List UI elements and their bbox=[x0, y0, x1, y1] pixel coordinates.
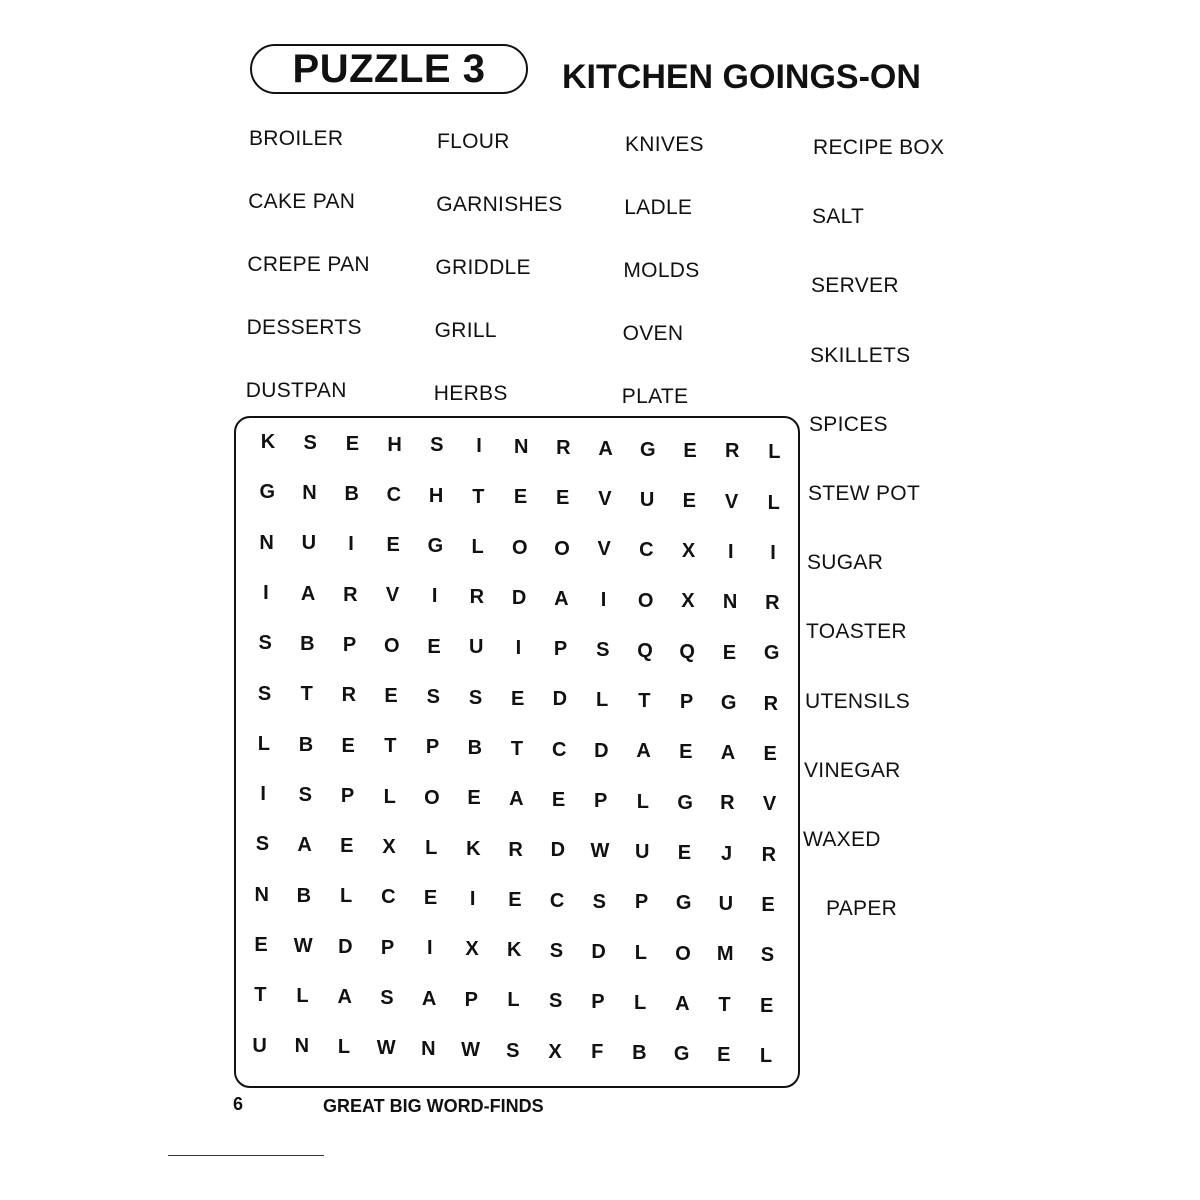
grid-cell: B bbox=[467, 737, 483, 760]
grid-cell: N bbox=[302, 482, 317, 505]
grid-cell: O bbox=[637, 589, 654, 612]
grid-cell: J bbox=[721, 842, 733, 865]
grid-cell: W bbox=[461, 1038, 481, 1061]
grid-cell: Q bbox=[637, 639, 653, 662]
grid-cell: R bbox=[469, 586, 485, 609]
grid-cell: X bbox=[382, 835, 396, 858]
word-list-item: HERBS bbox=[433, 382, 508, 405]
word-list-item: LADLE bbox=[624, 196, 693, 219]
grid-cell: S bbox=[303, 431, 317, 454]
grid-cell: U bbox=[634, 841, 650, 864]
word-list-item: VINEGAR bbox=[804, 758, 901, 782]
grid-cell: F bbox=[591, 1041, 604, 1064]
grid-cell: E bbox=[677, 841, 692, 864]
grid-cell: L bbox=[768, 441, 781, 464]
grid-cell: I bbox=[348, 533, 354, 556]
grid-cell: C bbox=[549, 889, 565, 912]
word-list-item: PLATE bbox=[621, 385, 689, 408]
grid-cell: E bbox=[683, 439, 697, 462]
grid-cell: X bbox=[465, 938, 479, 961]
grid-cell: E bbox=[556, 487, 570, 510]
grid-cell: S bbox=[380, 986, 394, 1009]
grid-cell: M bbox=[716, 943, 734, 966]
grid-cell: I bbox=[469, 887, 476, 910]
word-list-item: GRIDDLE bbox=[435, 256, 531, 279]
grid-cell: K bbox=[506, 939, 522, 962]
grid-cell: S bbox=[506, 1039, 520, 1062]
grid-cell: A bbox=[337, 986, 352, 1008]
grid-cell: L bbox=[636, 790, 649, 813]
grid-cell: C bbox=[381, 886, 396, 909]
grid-cell: R bbox=[763, 692, 779, 715]
grid-cell: K bbox=[466, 837, 481, 860]
grid-cell: E bbox=[717, 1043, 731, 1066]
grid-cell: G bbox=[427, 535, 444, 557]
grid-cell: L bbox=[767, 491, 780, 514]
grid-cell: A bbox=[300, 582, 316, 605]
grid-cell: E bbox=[722, 641, 737, 664]
grid-cell: I bbox=[427, 937, 433, 960]
grid-cell: R bbox=[343, 583, 358, 606]
grid-cell: L bbox=[425, 836, 438, 859]
grid-cell: N bbox=[421, 1038, 436, 1060]
grid-cell: U bbox=[639, 488, 655, 511]
grid-cell: R bbox=[765, 592, 780, 615]
grid-cell: O bbox=[675, 942, 691, 965]
grid-cell: N bbox=[722, 591, 738, 614]
grid-cell: S bbox=[430, 434, 444, 457]
grid-cell: B bbox=[300, 633, 315, 656]
grid-cell: L bbox=[296, 985, 309, 1008]
grid-cell: I bbox=[728, 540, 734, 563]
grid-cell: L bbox=[257, 732, 270, 755]
word-list-item: SUGAR bbox=[807, 551, 884, 575]
grid-cell: O bbox=[424, 786, 440, 809]
book-title: GREAT BIG WORD-FINDS bbox=[323, 1096, 544, 1116]
grid-cell: E bbox=[763, 743, 777, 765]
grid-cell: S bbox=[255, 833, 270, 856]
word-list-item: TOASTER bbox=[806, 620, 907, 644]
grid-cell: E bbox=[513, 486, 528, 509]
grid-cell: P bbox=[591, 991, 605, 1014]
grid-cell: E bbox=[341, 734, 355, 757]
grid-cell: V bbox=[762, 793, 777, 816]
grid-cell: R bbox=[724, 440, 740, 463]
word-list-item: SERVER bbox=[811, 274, 899, 298]
grid-cell: S bbox=[596, 639, 610, 661]
grid-cell: L bbox=[595, 689, 609, 712]
grid-cell: P bbox=[594, 789, 608, 812]
grid-cell: E bbox=[467, 787, 481, 810]
grid-cell: D bbox=[511, 587, 527, 609]
grid-cell: E bbox=[384, 685, 398, 708]
grid-cell: E bbox=[682, 489, 696, 512]
word-list-item: OVEN bbox=[622, 322, 684, 345]
bottom-rule bbox=[168, 1155, 324, 1156]
grid-cell: P bbox=[679, 691, 694, 713]
grid-cell: G bbox=[675, 892, 692, 915]
grid-cell: P bbox=[340, 784, 355, 807]
grid-cell: V bbox=[724, 490, 739, 513]
word-list-item: DESSERTS bbox=[246, 316, 362, 339]
grid-cell: T bbox=[472, 485, 485, 508]
grid-cell: R bbox=[761, 843, 777, 866]
grid-cell: U bbox=[718, 893, 734, 916]
grid-cell: I bbox=[476, 435, 482, 458]
word-list-item: SPICES bbox=[809, 412, 888, 436]
grid-cell: S bbox=[258, 632, 272, 655]
word-list-item: GARNISHES bbox=[436, 193, 563, 216]
grid-cell: L bbox=[633, 991, 647, 1014]
word-list-item: SKILLETS bbox=[810, 343, 911, 367]
grid-cell: D bbox=[594, 739, 609, 762]
word-list-item: DUSTPAN bbox=[245, 379, 347, 402]
grid-cell: G bbox=[763, 642, 780, 665]
grid-cell: E bbox=[345, 432, 360, 455]
grid-cell: E bbox=[423, 887, 438, 910]
grid-cell: D bbox=[550, 839, 566, 862]
word-list-item: MOLDS bbox=[623, 259, 700, 282]
grid-cell: C bbox=[386, 483, 402, 506]
grid-cell: N bbox=[259, 531, 274, 554]
grid-cell: E bbox=[551, 789, 566, 812]
grid-cell: U bbox=[468, 636, 484, 659]
grid-cell: L bbox=[634, 941, 647, 964]
word-list-item: KNIVES bbox=[625, 133, 704, 156]
grid-cell: I bbox=[770, 541, 776, 564]
grid-cell: E bbox=[340, 835, 354, 858]
grid-cell: T bbox=[638, 690, 651, 713]
grid-cell: H bbox=[428, 484, 444, 507]
grid-cell: S bbox=[549, 990, 563, 1013]
word-list-item: CREPE PAN bbox=[247, 253, 370, 276]
grid-cell: H bbox=[387, 433, 402, 456]
grid-cell: N bbox=[294, 1035, 310, 1058]
word-list-item: CAKE PAN bbox=[248, 190, 356, 213]
grid-cell: T bbox=[384, 735, 397, 758]
grid-cell: G bbox=[640, 438, 656, 461]
grid-cell: W bbox=[590, 840, 610, 863]
grid-cell: Q bbox=[679, 640, 695, 663]
grid-cell: A bbox=[421, 987, 437, 1010]
grid-cell: S bbox=[298, 783, 312, 806]
grid-cell: N bbox=[513, 436, 529, 459]
grid-cell: D bbox=[552, 688, 568, 711]
grid-cell: S bbox=[257, 682, 272, 705]
grid-cell: V bbox=[597, 538, 611, 561]
grid-cell: S bbox=[760, 944, 775, 967]
grid-cell: E bbox=[254, 934, 268, 956]
grid-cell: D bbox=[338, 935, 353, 958]
grid-cell: T bbox=[300, 683, 313, 706]
word-list-item: SALT bbox=[812, 205, 865, 229]
grid-cell: I bbox=[431, 585, 438, 608]
grid-cell: A bbox=[720, 742, 736, 765]
grid-cell: S bbox=[468, 686, 483, 709]
grid-cell: W bbox=[376, 1037, 396, 1060]
grid-cell: R bbox=[341, 684, 357, 707]
grid-cell: I bbox=[263, 581, 269, 604]
grid-cell: L bbox=[383, 785, 396, 808]
grid-cell: I bbox=[600, 588, 607, 611]
grid-cell: O bbox=[384, 634, 400, 657]
grid-cell: G bbox=[677, 791, 693, 814]
grid-cell: U bbox=[301, 532, 317, 555]
word-list-item: PAPER bbox=[826, 897, 898, 921]
word-list-item: FLOUR bbox=[437, 130, 510, 153]
grid-cell: T bbox=[254, 984, 267, 1007]
grid-cell: O bbox=[512, 536, 528, 559]
grid-cell: A bbox=[636, 740, 651, 763]
grid-cell: P bbox=[380, 936, 395, 959]
grid-cell: V bbox=[385, 584, 400, 607]
grid-cell: G bbox=[673, 1043, 690, 1066]
grid-cell: N bbox=[254, 883, 269, 906]
grid-cell: X bbox=[681, 590, 695, 613]
word-list-item: WAXED bbox=[803, 828, 881, 851]
grid-cell: E bbox=[679, 741, 693, 764]
grid-cell: L bbox=[471, 535, 484, 558]
grid-cell: E bbox=[386, 534, 400, 557]
grid-cell: E bbox=[427, 635, 441, 658]
word-list-item: STEW POT bbox=[808, 482, 921, 505]
grid-cell: P bbox=[634, 891, 649, 914]
puzzle-number-label: PUZZLE 3 bbox=[292, 46, 486, 91]
grid-cell: S bbox=[592, 890, 606, 913]
grid-cell: C bbox=[551, 738, 567, 761]
grid-cell: S bbox=[426, 685, 440, 708]
grid-cell: L bbox=[337, 1036, 351, 1059]
grid-cell: B bbox=[632, 1042, 647, 1065]
word-list-item: UTENSILS bbox=[805, 689, 911, 713]
grid-cell: B bbox=[296, 884, 312, 907]
grid-cell: B bbox=[298, 733, 314, 756]
grid-cell: T bbox=[718, 993, 731, 1016]
grid-cell: W bbox=[293, 934, 313, 957]
grid-cell: E bbox=[761, 893, 775, 916]
page-number: 6 bbox=[233, 1094, 244, 1114]
grid-cell: L bbox=[339, 885, 353, 908]
grid-cell: A bbox=[554, 587, 569, 610]
grid-cell: O bbox=[554, 537, 570, 560]
grid-cell: G bbox=[720, 691, 737, 714]
grid-cell: P bbox=[553, 638, 568, 661]
grid-cell: V bbox=[598, 488, 612, 511]
grid-cell: A bbox=[598, 437, 613, 460]
grid-cell: P bbox=[342, 633, 357, 656]
grid-cell: A bbox=[297, 834, 312, 857]
word-list-item: GRILL bbox=[434, 319, 497, 342]
word-list-item: BROILER bbox=[249, 127, 344, 150]
grid-cell: G bbox=[259, 481, 276, 504]
grid-cell: T bbox=[510, 737, 524, 760]
grid-cell: B bbox=[344, 483, 359, 505]
grid-cell: R bbox=[720, 792, 735, 815]
grid-cell: R bbox=[556, 436, 571, 459]
grid-cell: P bbox=[464, 988, 478, 1011]
grid-cell: P bbox=[425, 736, 440, 759]
grid-cell: C bbox=[639, 539, 654, 562]
word-list-item: RECIPE BOX bbox=[813, 136, 945, 159]
grid-cell: S bbox=[549, 939, 564, 962]
grid-cell: I bbox=[260, 783, 266, 806]
puzzle-title: KITCHEN GOINGS-ON bbox=[562, 58, 921, 96]
grid-cell: A bbox=[509, 788, 524, 811]
grid-cell: K bbox=[260, 431, 276, 453]
grid-cell: D bbox=[591, 940, 606, 963]
grid-cell: L bbox=[507, 989, 520, 1012]
grid-cell: E bbox=[508, 888, 522, 911]
grid-cell: A bbox=[675, 992, 690, 1015]
grid-cell: E bbox=[760, 994, 774, 1017]
grid-cell: L bbox=[759, 1044, 773, 1067]
grid-cell: E bbox=[511, 687, 525, 710]
grid-cell: I bbox=[515, 637, 522, 660]
grid-cell: X bbox=[681, 540, 696, 563]
grid-cell: U bbox=[252, 1034, 267, 1057]
grid-cell: R bbox=[508, 838, 523, 861]
grid-cell: X bbox=[548, 1040, 562, 1063]
puzzle-number-badge bbox=[250, 44, 528, 94]
